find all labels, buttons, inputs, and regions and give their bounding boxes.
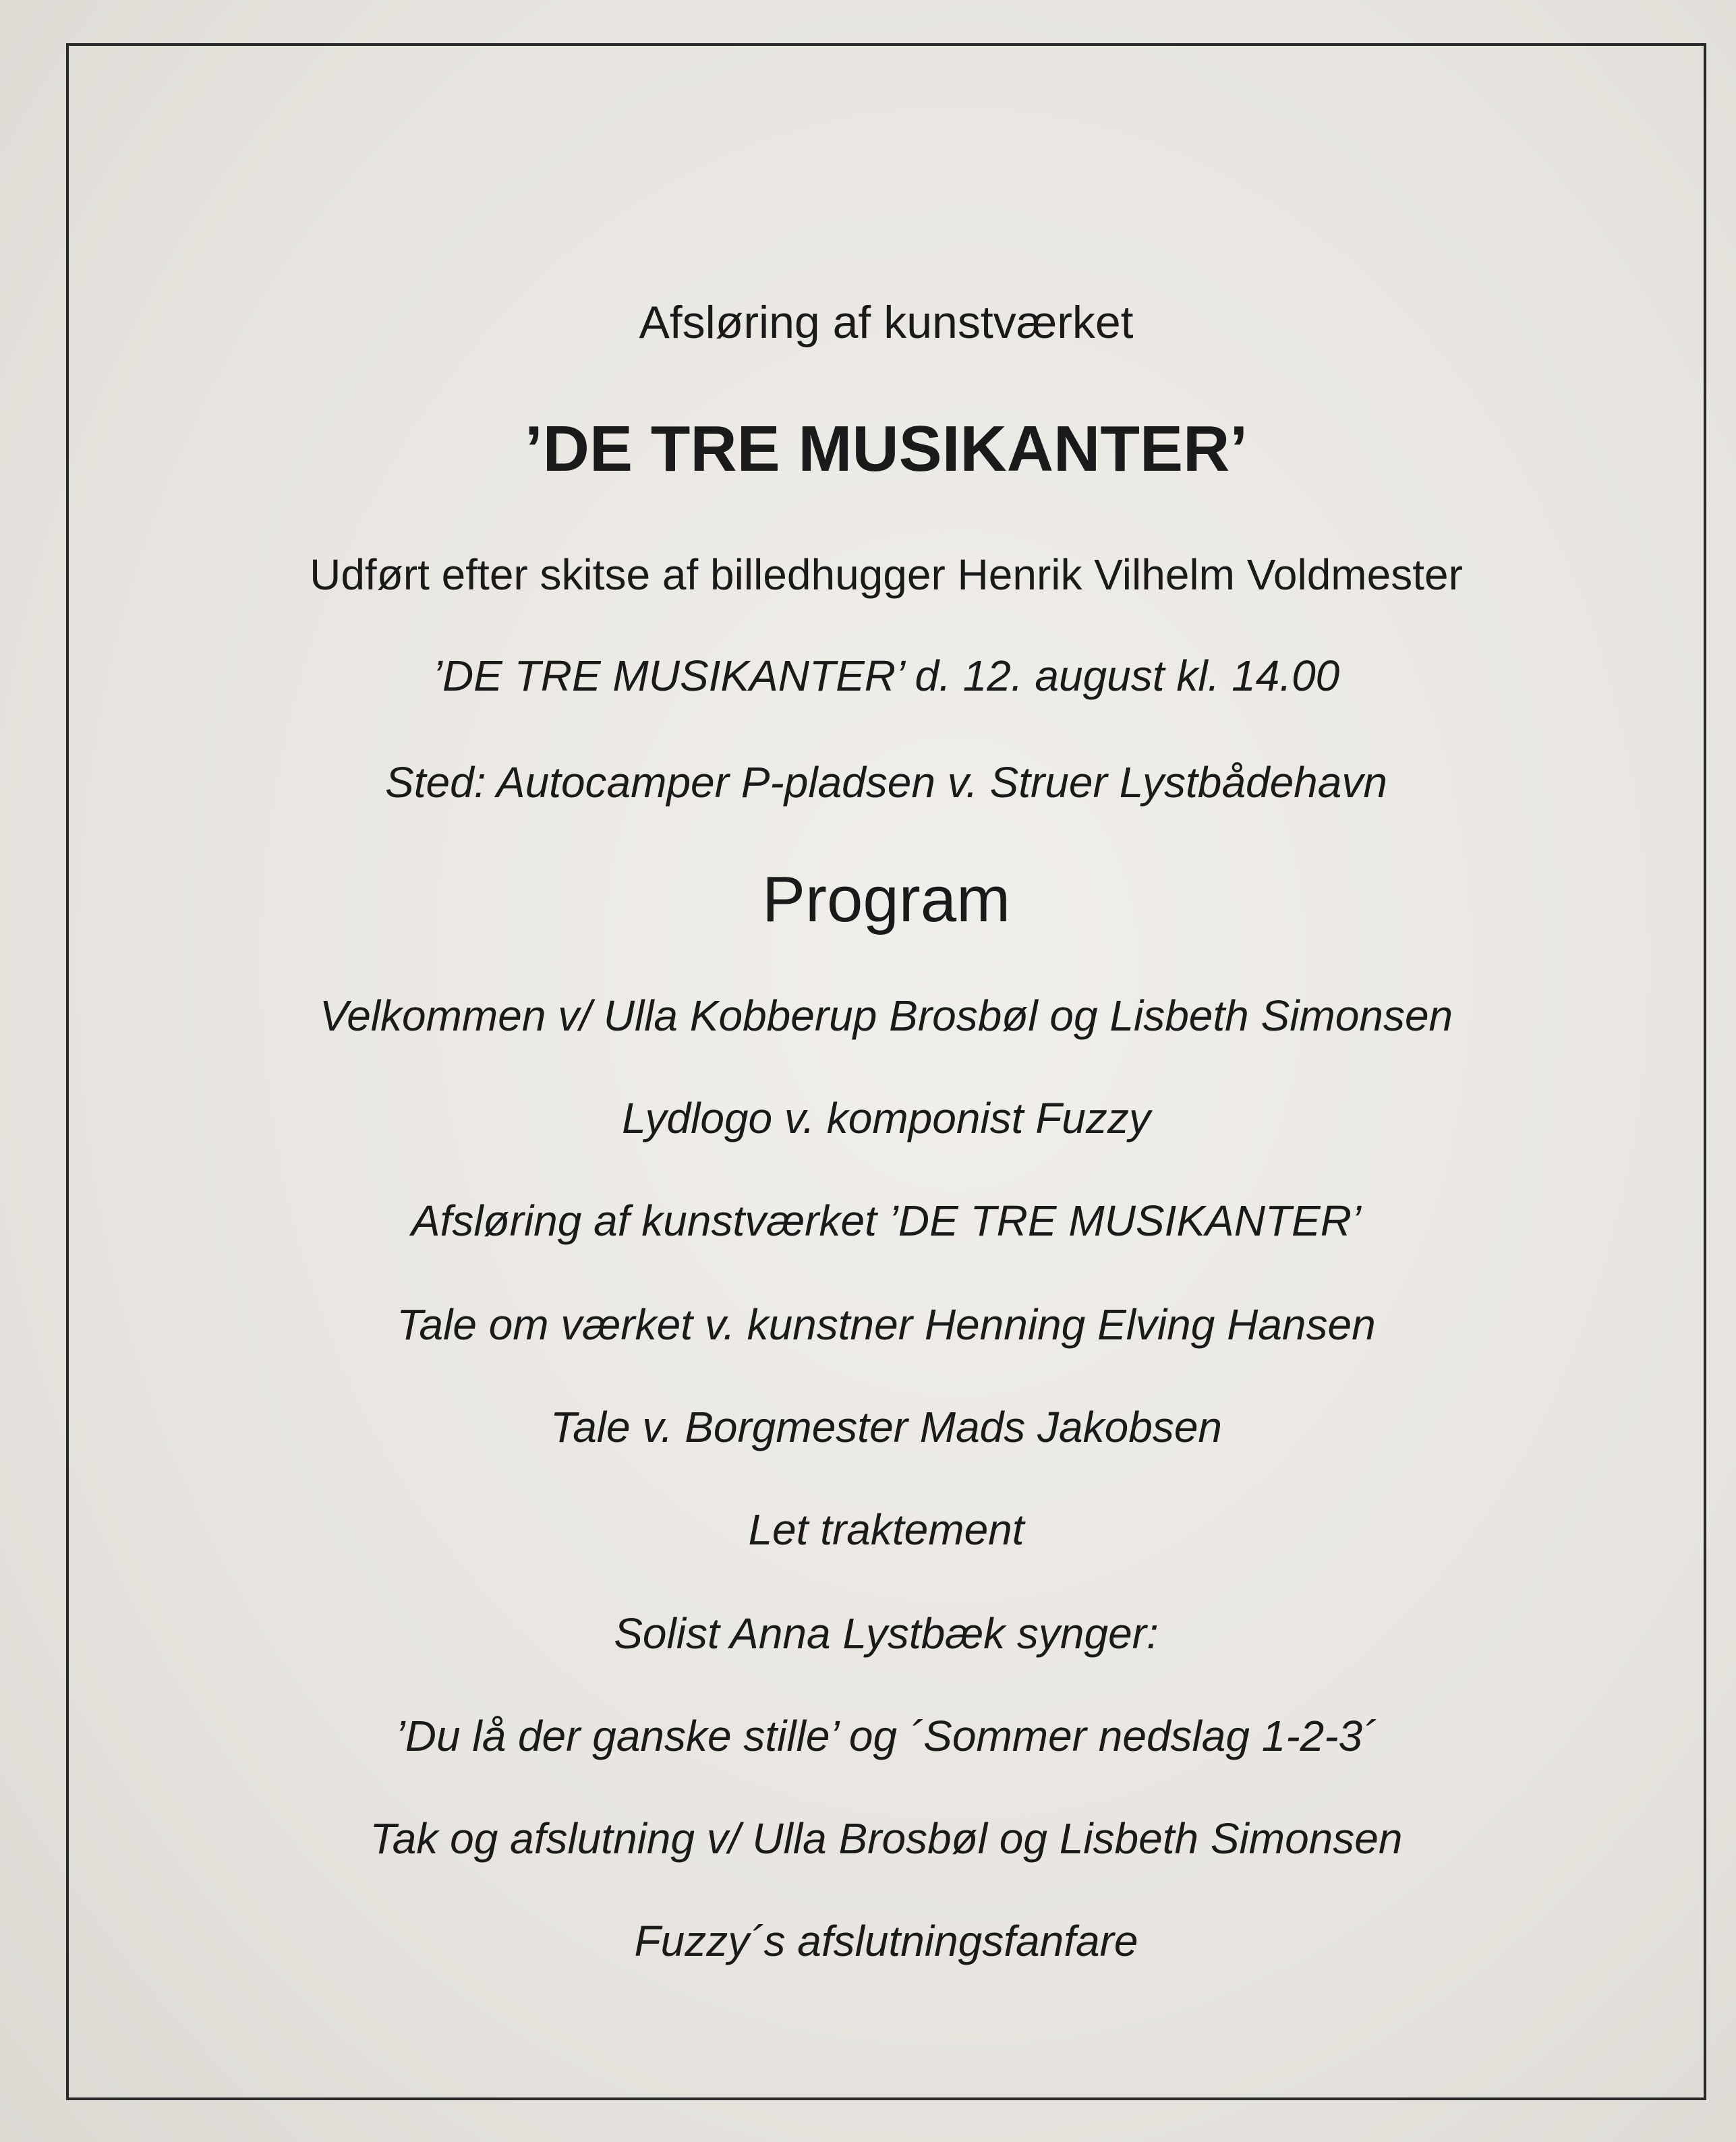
program-item: Tale v. Borgmester Mads Jakobsen	[550, 1403, 1223, 1451]
subtitle-sculptor: Udført efter skitse af billedhugger Henrik Vilhelm Voldmester	[310, 550, 1463, 599]
program-item: Lydlogo v. komponist Fuzzy	[622, 1094, 1151, 1142]
program-item: Tale om værket v. kunstner Henning Elving Hansen	[397, 1300, 1376, 1349]
intro-text: Afsløring af kunstværket	[639, 297, 1134, 348]
page-border-frame	[66, 43, 1706, 2100]
program-item: Velkommen v/ Ulla Kobberup Brosbøl og Lisbeth Simonsen	[319, 991, 1453, 1040]
artwork-title: ’DE TRE MUSIKANTER’	[524, 413, 1248, 485]
program-item: Solist Anna Lystbæk synger:	[614, 1609, 1159, 1658]
program-item: Fuzzy´s afslutningsfanfare	[634, 1917, 1138, 1965]
program-item: Tak og afslutning v/ Ulla Brosbøl og Lisbeth Simonsen	[370, 1814, 1403, 1863]
program-item: ’Du lå der ganske stille’ og ´Sommer nedslag 1-2-3´	[395, 1712, 1377, 1760]
program-item: Let traktement	[748, 1505, 1024, 1554]
event-place-line: Sted: Autocamper P-pladsen v. Struer Lystbådehavn	[385, 758, 1387, 807]
program-item: Afsløring af kunstværket ’DE TRE MUSIKANTER’	[411, 1196, 1362, 1245]
event-date-line: ’DE TRE MUSIKANTER’ d. 12. august kl. 14.00	[432, 652, 1340, 700]
program-heading: Program	[761, 863, 1011, 935]
